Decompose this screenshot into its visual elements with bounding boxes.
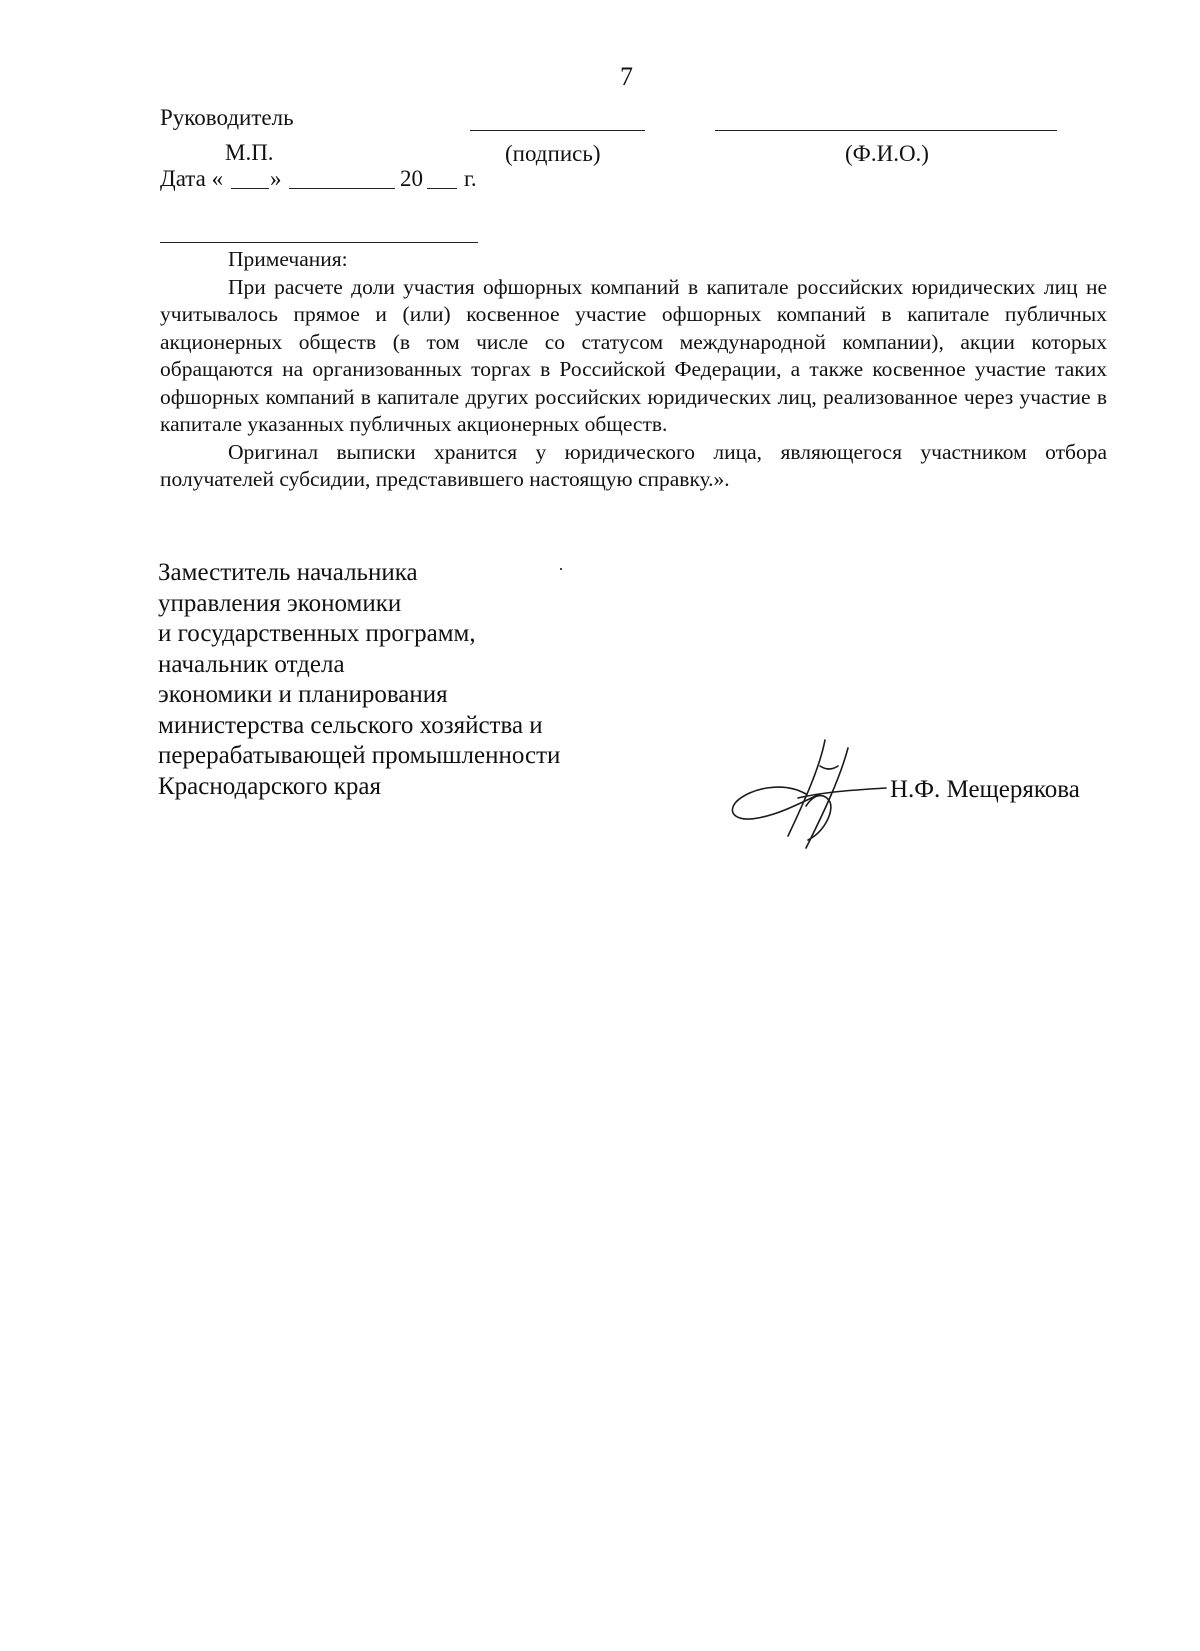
name-blank-line bbox=[715, 130, 1057, 131]
position-line: министерства сельского хозяйства и bbox=[158, 711, 543, 739]
position-line: управления экономики bbox=[158, 589, 402, 617]
signatory-position bbox=[158, 558, 560, 802]
date-month-blank bbox=[289, 188, 395, 189]
position-line: экономики и планирования bbox=[158, 681, 448, 708]
date-year-suffix: г. bbox=[464, 166, 477, 191]
position-line: и государственных программ, bbox=[158, 620, 476, 647]
date-day-blank bbox=[231, 188, 269, 189]
date-year-blank bbox=[427, 188, 457, 189]
date-close-quote: » bbox=[270, 166, 282, 191]
date-prefix: Дата « bbox=[160, 166, 224, 191]
scan-speck bbox=[560, 568, 562, 570]
notes-paragraph: При расчете доли участия офшорных компаний в капитале российских юридических лиц не учитывалось прямое и (или) косвенное участие офшорных компаний в капитале публичных акционерных обществ (в том числе со статусом международной компании), акции которых обращаются на организованных торгах в Российской Федерации, а также косвенное участие таких офшорных компаний в капитале других российских юридических лиц, реализованное через участие в капитале указанных публичных акционерных обществ. bbox=[160, 274, 1107, 436]
name-caption: (Ф.И.О.) bbox=[845, 141, 929, 166]
stamp-label: М.П. bbox=[225, 140, 274, 165]
signer-name: Н.Ф. Мещерякова bbox=[890, 776, 1080, 803]
notes-paragraph: Оригинал выписки хранится у юридического лица, являющегося участником отбора получателей субсидии, представившего настоящую справку.». bbox=[160, 439, 1107, 491]
position-line: начальник отдела bbox=[158, 650, 345, 678]
signature-caption: (подпись) bbox=[505, 141, 601, 166]
signature-blank-line bbox=[470, 130, 645, 131]
position-line: Краснодарского края bbox=[158, 772, 381, 800]
notes-heading: Примечания: bbox=[228, 247, 348, 271]
notes-separator bbox=[160, 242, 478, 243]
position-line: Заместитель начальника bbox=[158, 559, 418, 586]
date-year-prefix: 20 bbox=[400, 166, 423, 191]
head-label: Руководитель bbox=[160, 105, 294, 130]
page-number: 7 bbox=[620, 62, 633, 91]
handwritten-signature bbox=[728, 736, 898, 856]
notes-section bbox=[160, 246, 1107, 494]
position-line: перерабатывающей промышленности bbox=[158, 742, 561, 769]
